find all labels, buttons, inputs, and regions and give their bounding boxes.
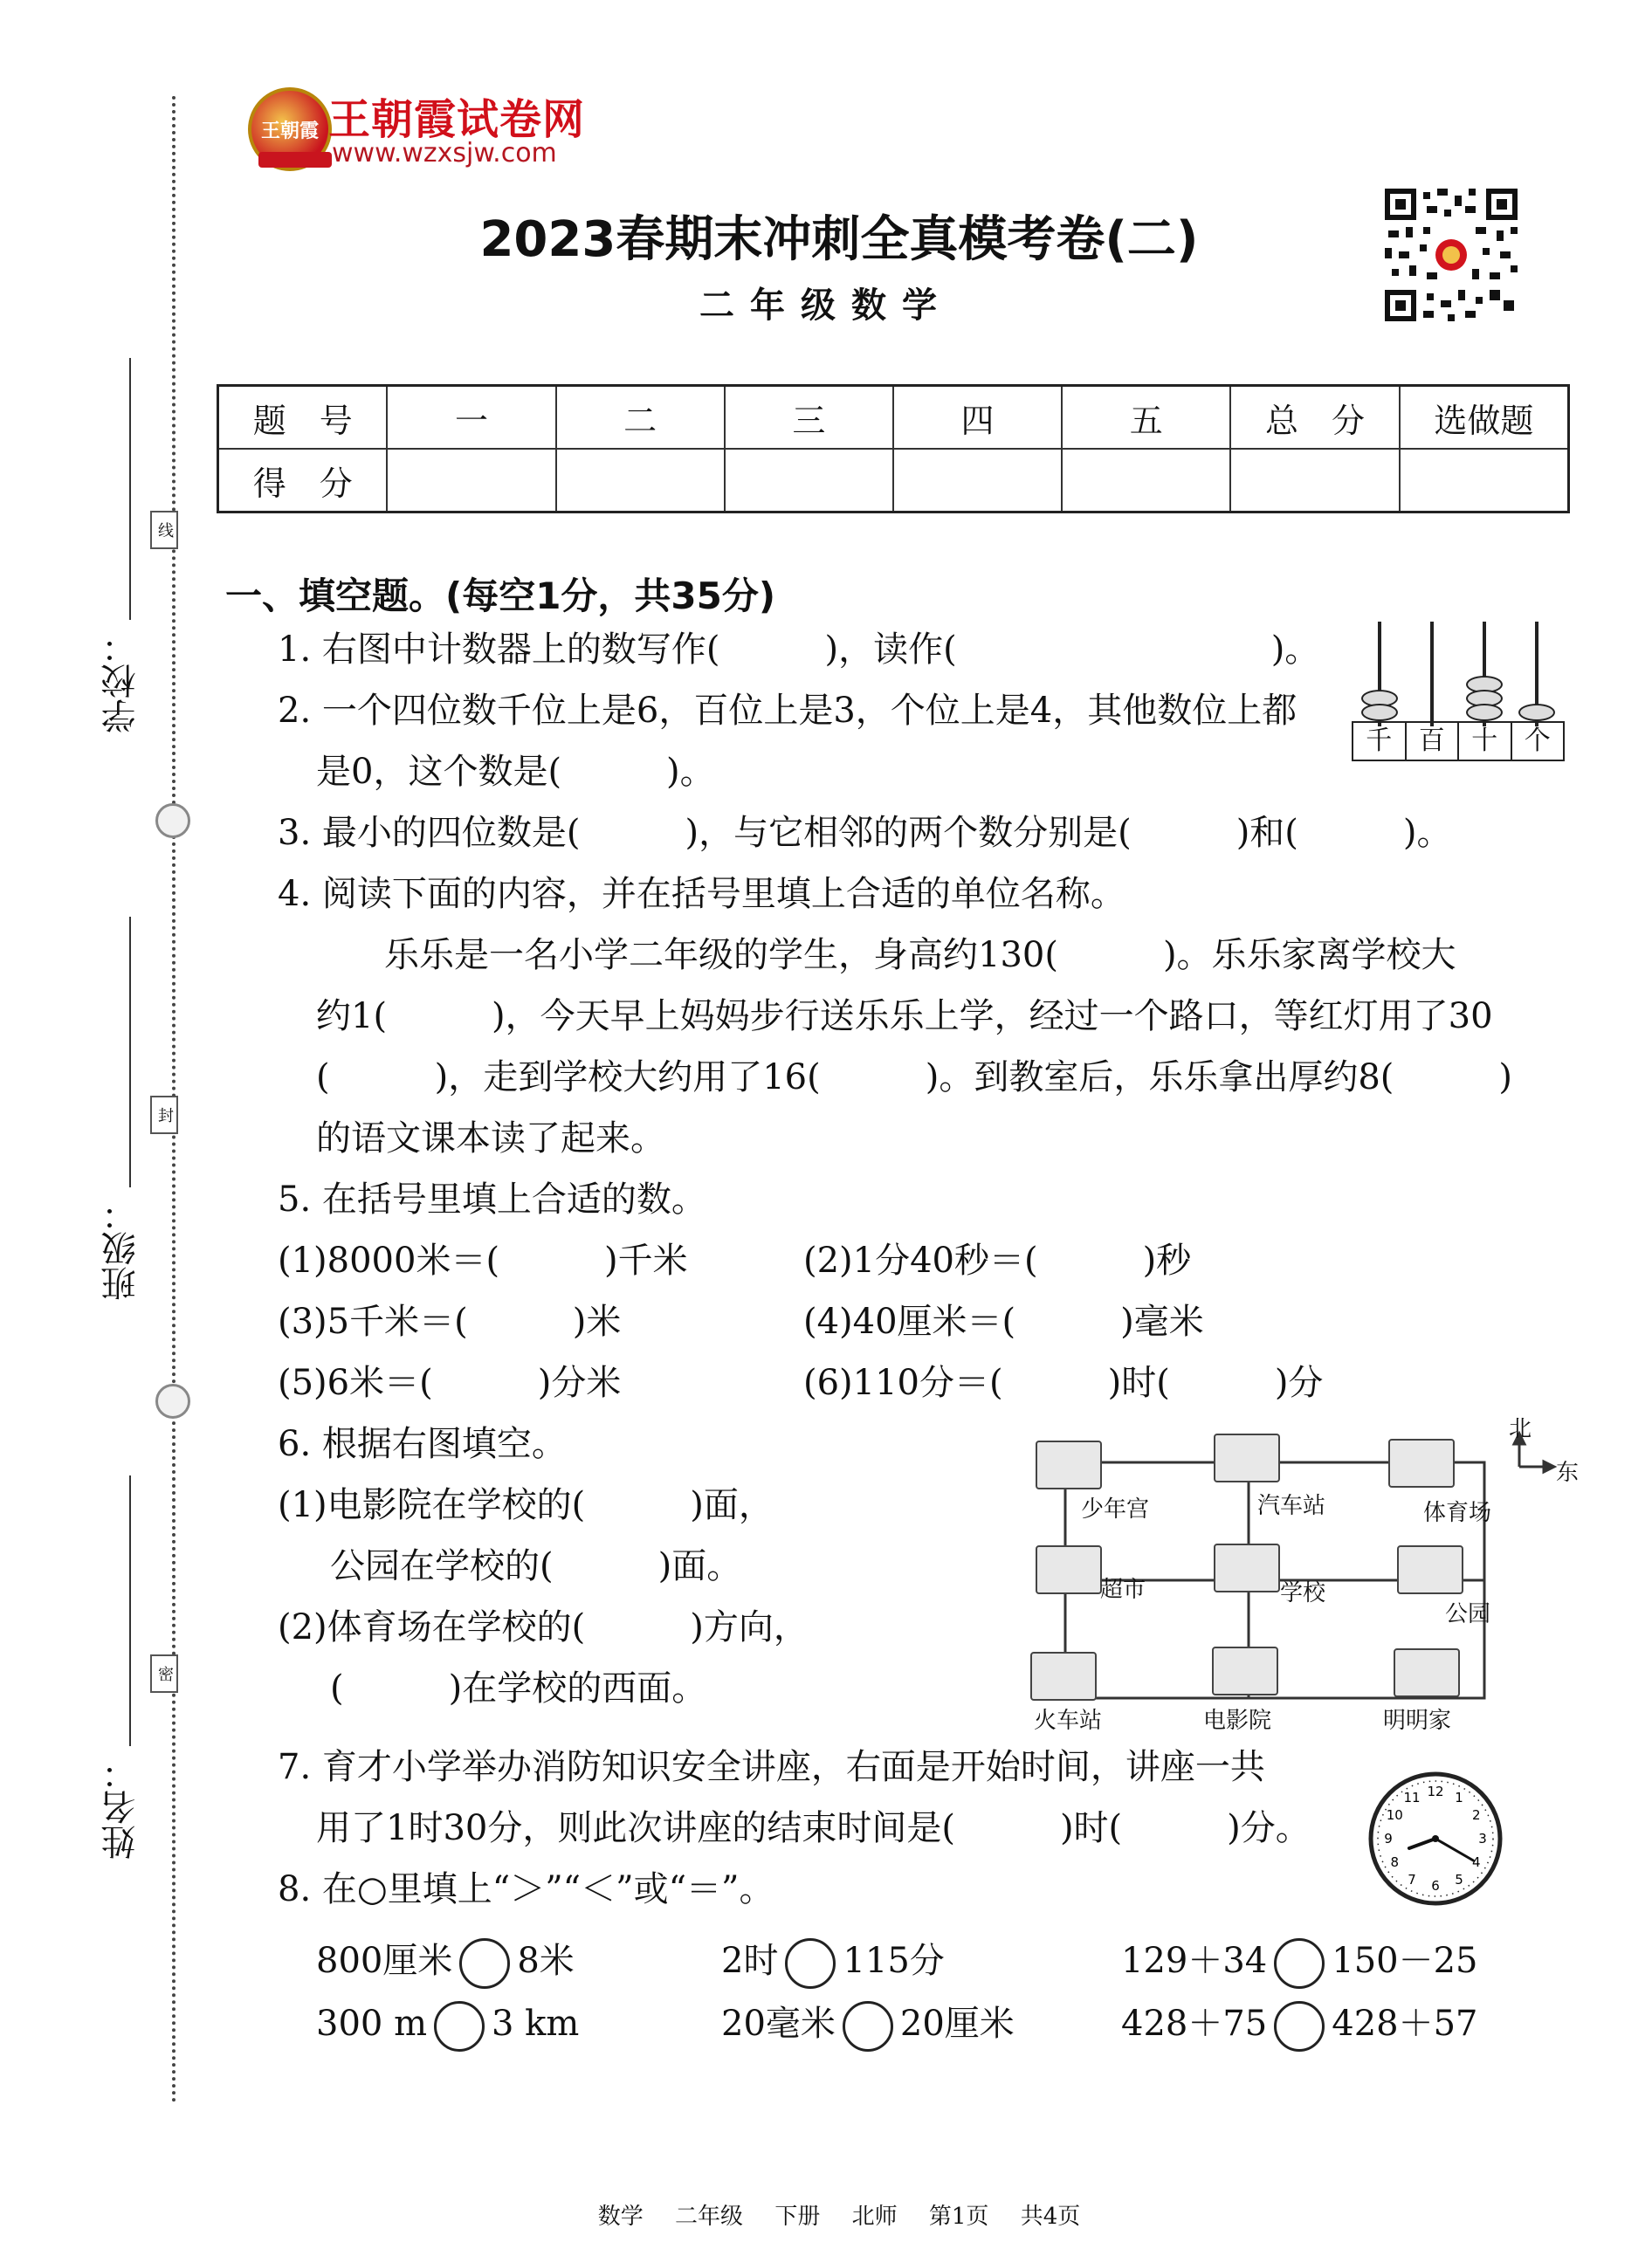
page-title: 2023春期末冲刺全真模考卷(二) (479, 211, 1199, 268)
compare-left: 129＋34 (1121, 1941, 1268, 1981)
score-table (217, 384, 1570, 513)
clock-number: 3 (1478, 1831, 1487, 1847)
youth-palace-icon (1036, 1441, 1102, 1489)
question-4-passage-line1: 乐乐是一名小学二年级的学生，身高约130( )。乐乐家离学校大 (384, 935, 1456, 975)
abacus-base (1352, 721, 1565, 761)
question-2-line2: 是0，这个数是( )。 (316, 752, 715, 792)
compare-left: 300 m (316, 2004, 427, 2044)
abacus-place-tens: 十 (1459, 723, 1512, 760)
park-icon (1397, 1545, 1463, 1594)
table-header-cell: 二 (556, 386, 725, 450)
map-label-school: 学校 (1280, 1580, 1326, 1606)
table-row (218, 386, 1569, 450)
compare-left: 2时 (721, 1941, 779, 1981)
question-6-part1a: (1)电影院在学校的( )面， (278, 1485, 774, 1525)
question-5-item: (6)110分＝( )时( )分 (803, 1363, 1324, 1403)
table-row (218, 449, 1569, 512)
clock-number: 4 (1471, 1854, 1481, 1870)
stadium-icon (1388, 1439, 1455, 1488)
compare-item (316, 2001, 579, 2052)
binding-seal-icon (155, 803, 190, 838)
footer-grade: 二年级 (675, 2204, 744, 2230)
school-icon (1214, 1544, 1280, 1592)
class-field[interactable] (129, 917, 131, 1187)
compare-circle[interactable] (1274, 2001, 1325, 2052)
clock-number: 1 (1455, 1790, 1463, 1806)
clock-number: 11 (1403, 1790, 1421, 1806)
compare-right: 150－25 (1332, 1941, 1478, 1981)
clock-number: 6 (1431, 1878, 1440, 1894)
score-cell[interactable] (387, 449, 555, 512)
question-4: 4. 阅读下面的内容，并在括号里填上合适的单位名称。 (278, 874, 1125, 914)
compare-right: 428＋57 (1332, 2004, 1478, 2044)
clock-number: 8 (1390, 1854, 1400, 1870)
map-label-supermarket: 超市 (1100, 1577, 1146, 1603)
school-label: 学校： (101, 629, 141, 733)
compare-right: 20厘米 (899, 2004, 1015, 2044)
binding-seal-icon (155, 1384, 190, 1419)
abacus-place-ones: 个 (1524, 726, 1551, 756)
compare-right: 115分 (843, 1941, 945, 1981)
compare-item (1121, 1938, 1478, 1989)
binding-mark-line: 线 (150, 511, 178, 549)
map-label-stadium: 体育场 (1423, 1500, 1492, 1526)
score-cell[interactable] (725, 449, 893, 512)
table-header-cell: 五 (1062, 386, 1230, 450)
footer-subject: 数学 (597, 2204, 644, 2230)
question-3: 3. 最小的四位数是( )，与它相邻的两个数分别是( )和( )。 (278, 813, 1452, 853)
abacus-place-hundreds: 百 (1407, 723, 1460, 760)
question-5-item: (4)40厘米＝( )毫米 (803, 1302, 1204, 1342)
question-6-part2b: ( )在学校的西面。 (330, 1668, 707, 1709)
abacus-rod (1430, 622, 1434, 726)
compare-item (316, 1938, 575, 1989)
name-field[interactable] (129, 1475, 131, 1746)
question-5-item: (5)6米＝( )分米 (278, 1363, 622, 1403)
brand-name: 王朝霞试卷网 (328, 95, 586, 144)
abacus-bead (1361, 704, 1398, 721)
compare-right: 8米 (517, 1941, 575, 1981)
question-7-line2: 用了1时30分，则此次讲座的结束时间是( )时( )分。 (316, 1808, 1311, 1848)
brand-logo-icon: 王朝霞 (248, 87, 332, 171)
home-icon (1394, 1648, 1460, 1697)
question-5: 5. 在括号里填上合适的数。 (278, 1180, 706, 1220)
question-5-item: (1)8000米＝( )千米 (278, 1241, 688, 1281)
qr-code-icon[interactable] (1381, 185, 1521, 325)
binding-mark-secret: 密 (150, 1654, 178, 1693)
compare-left: 800厘米 (316, 1941, 453, 1981)
clock-number: 2 (1471, 1807, 1481, 1823)
page-subtitle: 二年级数学 (699, 285, 953, 326)
compare-item (721, 1938, 945, 1989)
table-header-cell: 一 (387, 386, 555, 450)
abacus-bead (1518, 704, 1555, 721)
compare-left: 428＋75 (1121, 2004, 1268, 2044)
footer-edition: 北师 (851, 2204, 898, 2230)
cinema-icon (1212, 1647, 1278, 1695)
binding-mark-seal: 封 (150, 1096, 178, 1134)
table-row-label: 得 分 (218, 449, 388, 512)
abacus-place-thousands: 千 (1353, 723, 1407, 760)
footer-page: 第1页 (928, 2204, 989, 2230)
question-4-passage-line2: 约1( )，今天早上妈妈步行送乐乐上学，经过一个路口，等红灯用了30 (316, 996, 1493, 1036)
compare-circle[interactable] (785, 1938, 836, 1989)
table-header-cell: 总 分 (1230, 386, 1399, 450)
compare-circle[interactable] (1274, 1938, 1325, 1989)
table-header-cell: 题 号 (218, 386, 388, 450)
question-7-line1: 7. 育才小学举办消防知识安全讲座，右面是开始时间，讲座一共 (278, 1747, 1265, 1787)
map-label-home: 明明家 (1383, 1708, 1452, 1734)
question-8: 8. 在○里填上“＞”“＜”或“＝”。 (278, 1869, 774, 1909)
train-station-icon (1030, 1652, 1097, 1701)
compare-circle[interactable] (434, 2001, 485, 2052)
clock-number: 9 (1384, 1831, 1393, 1847)
score-cell[interactable] (1400, 449, 1569, 512)
compare-left: 20毫米 (721, 2004, 836, 2044)
supermarket-icon (1036, 1545, 1102, 1594)
map-label-youth-palace: 少年宫 (1081, 1496, 1150, 1523)
compare-circle[interactable] (843, 2001, 893, 2052)
question-1: 1. 右图中计数器上的数写作( )，读作( )。 (278, 629, 1320, 670)
question-6: 6. 根据右图填空。 (278, 1424, 567, 1464)
map-label-park: 公园 (1445, 1601, 1491, 1627)
clock-number: 10 (1386, 1807, 1403, 1823)
map-label-bus-station: 汽车站 (1257, 1493, 1326, 1519)
question-5-item: (3)5千米＝( )米 (278, 1302, 622, 1342)
score-cell[interactable] (1230, 449, 1399, 512)
page-footer (0, 2198, 1652, 2231)
bus-station-icon (1214, 1434, 1280, 1482)
logo-ribbon (258, 152, 332, 168)
clock-number: 12 (1427, 1784, 1444, 1799)
compare-circle[interactable] (459, 1938, 510, 1989)
question-4-passage-line3: ( )，走到学校大约用了16( )。到教室后，乐乐拿出厚约8( ) (316, 1057, 1512, 1097)
question-5-item: (2)1分40秒＝( )秒 (803, 1241, 1192, 1281)
class-label: 班级： (101, 1196, 141, 1301)
question-6-part2a: (2)体育场在学校的( )方向， (278, 1607, 809, 1647)
school-field[interactable] (129, 358, 131, 620)
table-header-cell: 选做题 (1400, 386, 1569, 450)
question-4-passage-line4: 的语文课本读了起来。 (316, 1118, 665, 1159)
score-cell[interactable] (556, 449, 725, 512)
compare-right: 3 km (492, 2004, 580, 2044)
brand-url[interactable]: www.wzxsjw.com (332, 138, 557, 169)
footer-volume: 下册 (774, 2204, 821, 2230)
compare-item (1121, 2001, 1478, 2052)
question-6-part1b: 公园在学校的( )面。 (330, 1546, 742, 1586)
clock-number: 5 (1455, 1871, 1463, 1888)
footer-total: 共4页 (1020, 2204, 1081, 2230)
name-label: 姓名： (101, 1755, 141, 1860)
compass-north: 北 (1509, 1416, 1532, 1442)
table-header-cell: 三 (725, 386, 893, 450)
question-2-line1: 2. 一个四位数千位上是6，百位上是3，个位上是4，其他数位上都 (278, 691, 1298, 731)
clock-icon (1366, 1769, 1505, 1909)
table-header-cell: 四 (893, 386, 1062, 450)
compare-item (721, 2001, 1015, 2052)
direction-map (1013, 1414, 1580, 1734)
score-cell[interactable] (893, 449, 1062, 512)
clock-number: 7 (1408, 1871, 1416, 1888)
score-cell[interactable] (1062, 449, 1230, 512)
map-label-train-station: 火车站 (1034, 1708, 1103, 1734)
map-label-cinema: 电影院 (1203, 1708, 1272, 1734)
section-heading: 一、填空题。(每空1分，共35分) (225, 574, 776, 617)
compass-east: 东 (1556, 1460, 1580, 1486)
abacus-bead (1466, 704, 1503, 721)
